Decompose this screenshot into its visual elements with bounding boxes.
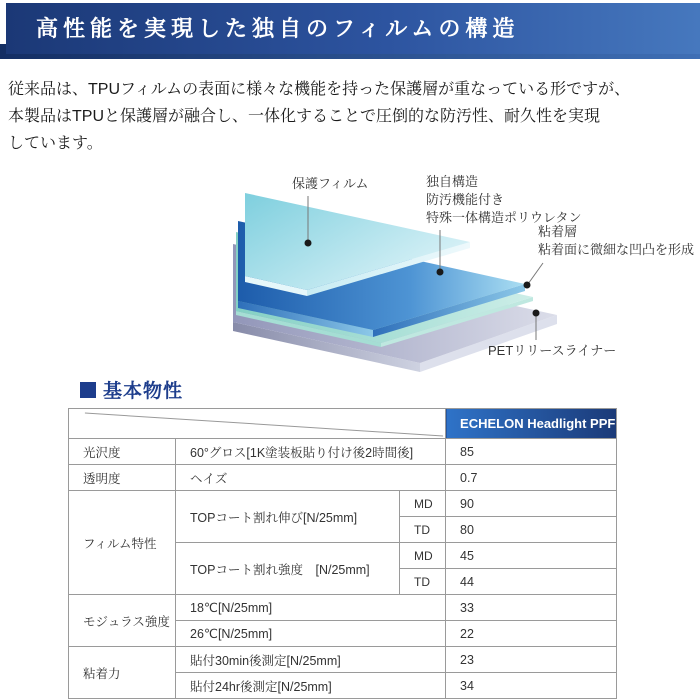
direction-cell: TD: [400, 517, 446, 543]
section-title: 基本物性: [103, 381, 184, 402]
empty-header-cell: [69, 409, 446, 439]
value-cell: 85: [446, 439, 617, 465]
test-cell: TOPコート割れ強度 [N/25mm]: [176, 543, 400, 595]
intro-line: 従来品は、TPUフィルムの表面に様々な機能を持った保護層が重なっている形ですが、: [8, 81, 631, 98]
value-cell: 34: [446, 673, 617, 699]
square-bullet-icon: [80, 382, 96, 398]
table-row: [69, 491, 617, 517]
label-structure: 独自構造 防汚機能付き 特殊一体構造ポリウレタン: [426, 174, 582, 225]
table-row: [69, 465, 617, 491]
property-cell: 光沢度: [69, 439, 176, 465]
label-release-liner: PETリリースライナー: [488, 343, 617, 358]
value-cell: 0.7: [446, 465, 617, 491]
banner-background: [6, 3, 700, 54]
table-row: [69, 595, 617, 621]
test-cell: 60°グロス[1K塗装板貼り付け後2時間後]: [176, 439, 446, 465]
test-cell: 18℃[N/25mm]: [176, 595, 446, 621]
film-structure-diagram: [0, 170, 700, 376]
test-cell: TOPコート割れ伸び[N/25mm]: [176, 491, 400, 543]
property-cell: 透明度: [69, 465, 176, 491]
value-cell: 44: [446, 569, 617, 595]
intro-line: 本製品はTPUと保護層が融合し、一体化することで圧倒的な防汚性、耐久性を実現: [8, 108, 601, 125]
value-cell: 80: [446, 517, 617, 543]
table-header-row: [69, 409, 617, 439]
label-protective-film: 保護フィルム: [292, 176, 369, 191]
test-cell: ヘイズ: [176, 465, 446, 491]
direction-cell: MD: [400, 543, 446, 569]
intro-line: しています。: [8, 135, 103, 152]
value-cell: 22: [446, 621, 617, 647]
spec-table-container: [68, 408, 617, 699]
property-cell: 粘着力: [69, 647, 176, 699]
value-cell: 23: [446, 647, 617, 673]
intro-paragraph: [8, 76, 696, 157]
value-cell: 33: [446, 595, 617, 621]
spec-table: [68, 408, 617, 699]
test-cell: 貼付30min後測定[N/25mm]: [176, 647, 446, 673]
value-cell: 90: [446, 491, 617, 517]
product-column-header: ECHELON Headlight PPF: [446, 409, 617, 439]
property-cell: モジュラス強度: [69, 595, 176, 647]
direction-cell: TD: [400, 569, 446, 595]
test-cell: 26℃[N/25mm]: [176, 621, 446, 647]
section-banner: [0, 3, 700, 59]
section-heading: [80, 376, 183, 403]
table-row: [69, 647, 617, 673]
table-row: [69, 439, 617, 465]
direction-cell: MD: [400, 491, 446, 517]
banner-title: 高性能を実現した独自のフィルムの構造: [36, 16, 520, 41]
diagonal-line: [83, 409, 445, 438]
label-adhesive: 粘着層 粘着面に微細な凹凸を形成: [538, 224, 695, 257]
property-cell: フィルム特性: [69, 491, 176, 595]
test-cell: 貼付24hr後測定[N/25mm]: [176, 673, 446, 699]
value-cell: 45: [446, 543, 617, 569]
